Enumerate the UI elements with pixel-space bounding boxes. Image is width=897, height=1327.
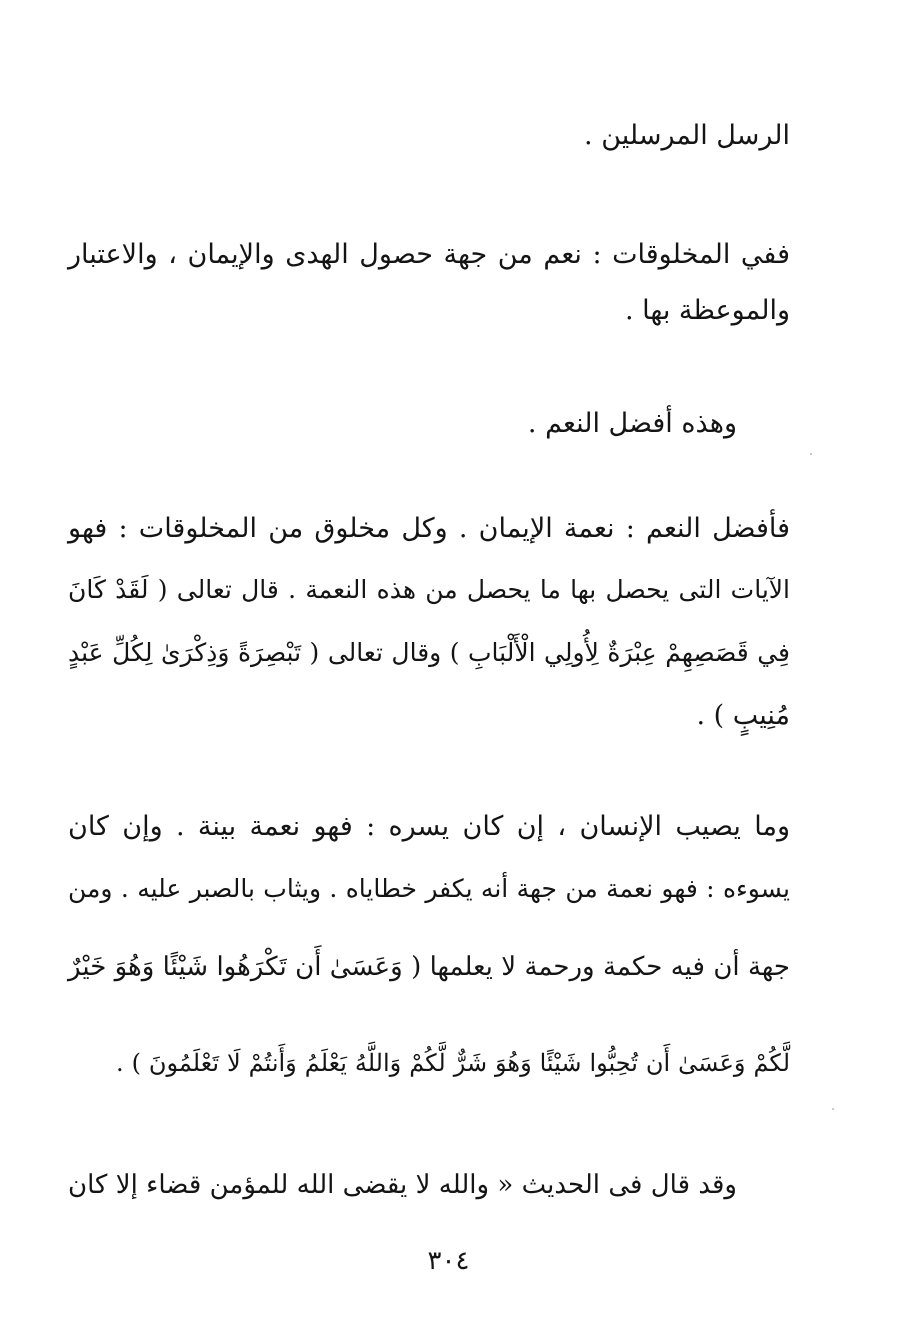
- text-line: وهذه أفضل النعم .: [527, 408, 737, 439]
- scan-speck: [832, 1108, 834, 1110]
- text-line: فأفضل النعم : نعمة الإيمان . وكل مخلوق من المخلوقات : فهو: [68, 513, 790, 544]
- text-line: جهة أن فيه حكمة ورحمة لا يعلمها ( وَعَسَىٰ أَن تَكْرَهُوا شَيْئًا وَهُوَ خَيْرٌ: [68, 952, 790, 982]
- text-line: الآيات التى يحصل بها ما يحصل من هذه النعمة . قال تعالى ( لَقَدْ كَانَ: [68, 575, 790, 604]
- text-line: الرسل المرسلين .: [584, 120, 790, 151]
- text-line: يسوءه : فهو نعمة من جهة أنه يكفر خطاياه . ويثاب بالصبر عليه . ومن: [68, 874, 790, 903]
- text-line: وما يصيب الإنسان ، إن كان يسره : فهو نعمة بينة . وإن كان: [68, 811, 790, 842]
- scan-speck: [810, 453, 812, 455]
- text-line: لَّكُمْ وَعَسَىٰ أَن تُحِبُّوا شَيْئًا وَهُوَ شَرٌّ لَّكُمْ وَاللَّهُ يَعْلَمُ وَأَنتُمْ لَا تَعْلَمُونَ ) .: [116, 1049, 790, 1077]
- text-line: وقد قال فى الحديث « والله لا يقضى الله للمؤمن قضاء إلا كان: [68, 1170, 737, 1200]
- text-line: مُنِيبٍ ) .: [696, 700, 790, 731]
- text-line: ففي المخلوقات : نعم من جهة حصول الهدى والإيمان ، والاعتبار: [68, 239, 790, 270]
- text-line: فِي قَصَصِهِمْ عِبْرَةٌ لِأُولِي الْأَلْبَابِ ) وقال تعالى ( تَبْصِرَةً وَذِكْرَىٰ لِكُلِّ عَبْدٍ: [68, 638, 790, 667]
- text-line: والموعظة بها .: [625, 295, 790, 326]
- page-number: ٣٠٤: [427, 1246, 470, 1276]
